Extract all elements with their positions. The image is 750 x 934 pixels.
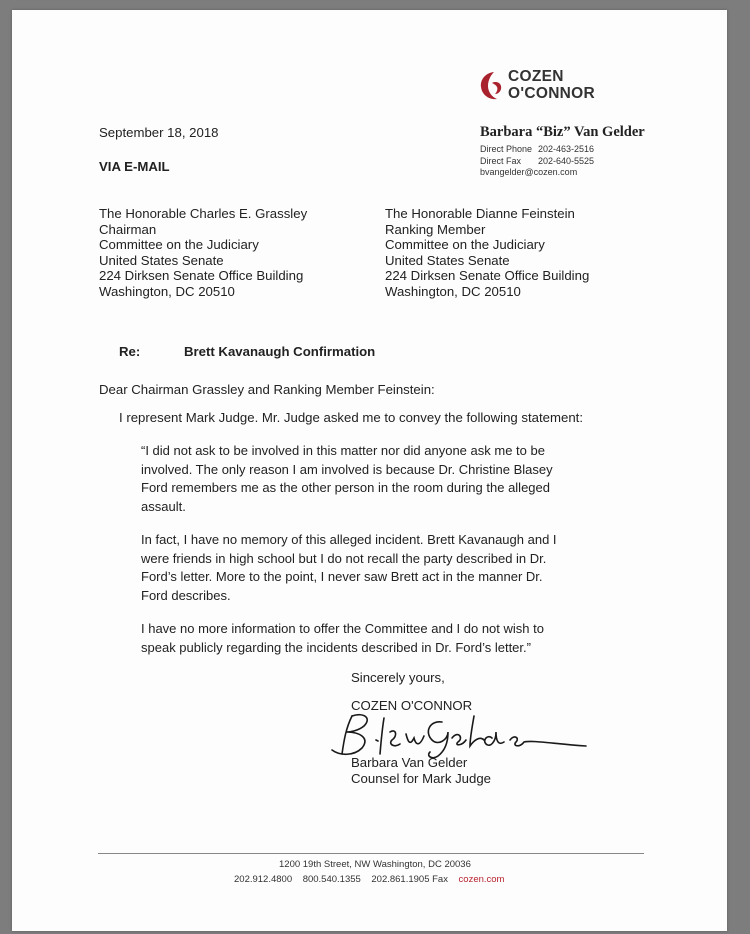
statement-line: were friends in high school but I do not recall the party described in Dr. [141, 550, 547, 566]
statement-line: “I did not ask to be involved in this matter nor did anyone ask me to be [141, 443, 545, 458]
re-subject: Brett Kavanaugh Confirmation [184, 344, 376, 359]
direct-fax-row [480, 156, 594, 168]
letter-page [12, 10, 727, 931]
recipient-grassley [99, 206, 307, 299]
direct-phone: 202-463-2516 [538, 144, 595, 154]
intro-line: I represent Mark Judge. Mr. Judge asked me to convey the following statement: [119, 410, 583, 425]
statement-line: In fact, I have no memory of this alleged incident. Brett Kavanaugh and I [141, 532, 557, 547]
statement-paragraph-2 [141, 531, 557, 605]
signer-name: Barbara Van Gelder [351, 755, 468, 770]
recipient-committee: Committee on the Judiciary [385, 237, 545, 252]
footer-website-link[interactable]: cozen.com [458, 874, 505, 885]
firm-logo [478, 68, 618, 108]
footer-address: 1200 19th Street, NW Washington, DC 20036 [279, 859, 471, 870]
letter-date: September 18, 2018 [99, 125, 219, 140]
sender-contact [480, 144, 594, 179]
logo-line-1: COZEN [508, 68, 564, 85]
recipient-feinstein [385, 206, 589, 299]
recipient-body: United States Senate [99, 252, 224, 268]
recipient-name: The Honorable Charles E. Grassley [99, 206, 308, 221]
footer-fax: 202.861.1905 Fax [371, 874, 448, 885]
delivery-method: VIA E-MAIL [99, 159, 170, 174]
recipient-body: United States Senate [385, 252, 510, 268]
statement-line: Ford’s letter. More to the point, I never saw Brett act in the manner Dr. [141, 569, 543, 584]
footer-divider [98, 853, 644, 854]
re-label: Re: [119, 344, 141, 359]
statement-line: Ford remembers me as the other person in the room during the alleged [141, 480, 550, 495]
footer-contact [234, 874, 504, 885]
statement-line: Ford describes. [141, 587, 231, 603]
direct-fax-label: Direct Fax [480, 155, 522, 166]
handwritten-signature [324, 710, 594, 760]
valediction: Sincerely yours, [351, 670, 445, 685]
recipient-city: Washington, DC 20510 [385, 283, 521, 299]
recipient-office: 224 Dirksen Senate Office Building [385, 268, 590, 283]
footer-phone-2: 800.540.1355 [302, 874, 361, 885]
statement-paragraph-1 [141, 442, 553, 516]
recipient-office: 224 Dirksen Senate Office Building [99, 268, 304, 283]
statement-line: assault. [141, 498, 186, 514]
recipient-name: The Honorable Dianne Feinstein [385, 206, 575, 221]
sender-email: bvangelder@cozen.com [480, 167, 578, 177]
recipient-committee: Committee on the Judiciary [99, 237, 259, 252]
cozen-logo-mark-icon [478, 70, 506, 102]
statement-paragraph-3 [141, 620, 544, 657]
salutation: Dear Chairman Grassley and Ranking Member Feinstein: [99, 382, 435, 397]
closing-firm: COZEN O'CONNOR [351, 698, 473, 713]
statement-line: involved. The only reason I am involved is because Dr. Christine Blasey [141, 461, 553, 477]
recipient-city: Washington, DC 20510 [99, 283, 235, 299]
statement-line: speak publicly regarding the incidents described in Dr. Ford’s letter.” [141, 639, 531, 655]
signer-role: Counsel for Mark Judge [351, 771, 492, 786]
recipient-title: Ranking Member [385, 221, 486, 237]
recipient-title: Chairman [99, 221, 157, 237]
direct-phone-row [480, 144, 594, 156]
logo-line-2: O'CONNOR [508, 85, 596, 102]
direct-fax: 202-640-5525 [538, 155, 595, 166]
direct-phone-label: Direct Phone [480, 144, 533, 154]
footer-phone-1: 202.912.4800 [234, 874, 293, 885]
statement-line: I have no more information to offer the Committee and I do not wish to [141, 621, 544, 636]
sender-name: Barbara “Biz” Van Gelder [480, 124, 645, 140]
